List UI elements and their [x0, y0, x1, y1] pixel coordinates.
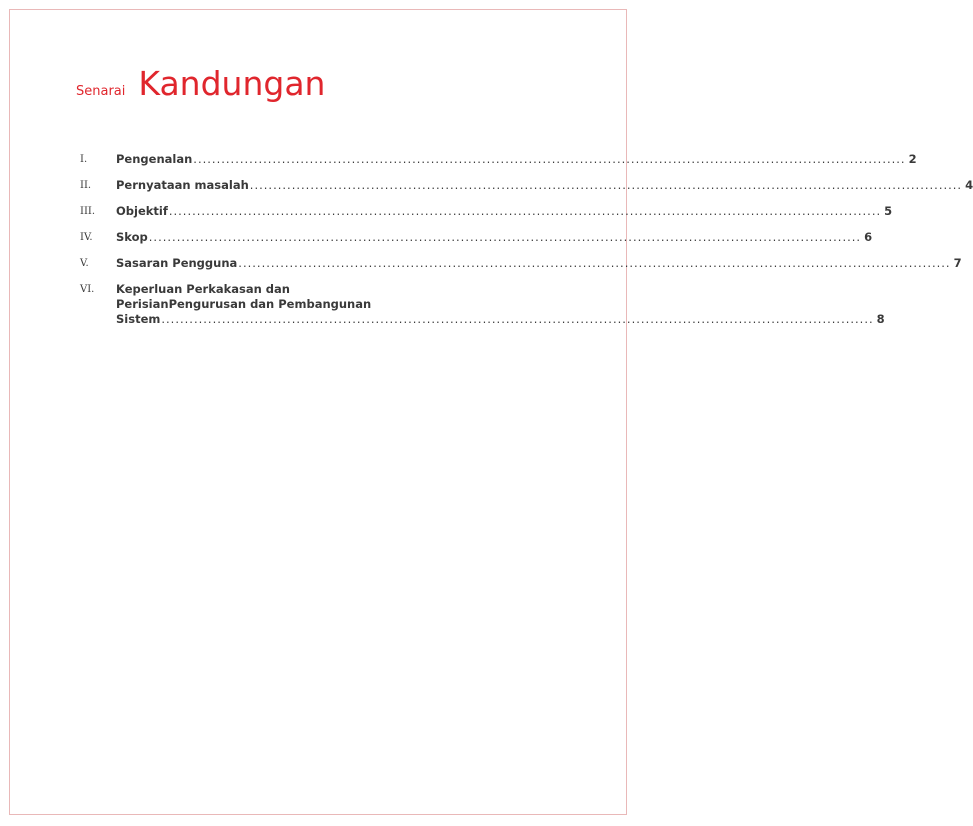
toc-entry[interactable] — [80, 256, 962, 271]
toc-number: V. — [80, 258, 89, 269]
toc-page-number: 7 — [953, 256, 962, 270]
toc-number: II. — [80, 180, 92, 191]
toc-entry[interactable] — [80, 282, 885, 327]
title-prefix: Senarai — [76, 84, 126, 99]
toc-page-number: 5 — [884, 204, 893, 218]
toc-page-number: 6 — [864, 230, 873, 244]
toc-entry[interactable] — [80, 230, 873, 245]
toc-entry[interactable] — [80, 152, 917, 167]
toc-label[interactable]: Pernyataan masalah — [116, 178, 249, 192]
document-page — [9, 9, 973, 815]
toc-leader-dots: ......................................................................................................................................................... — [249, 178, 963, 192]
toc-number: VI. — [80, 284, 95, 295]
toc-leader-dots: ......................................................................................................................................................... — [161, 312, 874, 326]
toc-label-line[interactable]: Keperluan Perkakasan dan — [116, 282, 290, 296]
toc-page-number: 8 — [876, 312, 885, 326]
toc-entry[interactable] — [80, 204, 893, 219]
toc-number: IV. — [80, 232, 93, 243]
toc-label[interactable]: Skop — [116, 230, 148, 244]
toc-leader-dots: ......................................................................................................................................................... — [168, 204, 882, 218]
toc-label[interactable]: Sasaran Pengguna — [116, 256, 238, 270]
toc-leader-dots: ......................................................................................................................................................... — [193, 152, 906, 166]
toc-page-number: 2 — [908, 152, 917, 166]
toc-label[interactable]: Objektif — [116, 204, 168, 218]
table-of-contents — [80, 152, 973, 338]
toc-number: I. — [80, 154, 88, 165]
toc-leader-dots: ......................................................................................................................................................... — [148, 230, 862, 244]
toc-label[interactable]: Sistem — [116, 312, 161, 326]
toc-label[interactable]: Pengenalan — [116, 152, 193, 166]
page-title — [76, 64, 325, 103]
toc-leader-dots: ......................................................................................................................................................... — [238, 256, 951, 270]
toc-entry[interactable] — [80, 178, 973, 193]
toc-label-line[interactable]: PerisianPengurusan dan Pembangunan — [116, 297, 372, 311]
title-main: Kandungan — [138, 64, 326, 103]
toc-number: III. — [80, 206, 96, 217]
toc-page-number: 4 — [965, 178, 973, 192]
